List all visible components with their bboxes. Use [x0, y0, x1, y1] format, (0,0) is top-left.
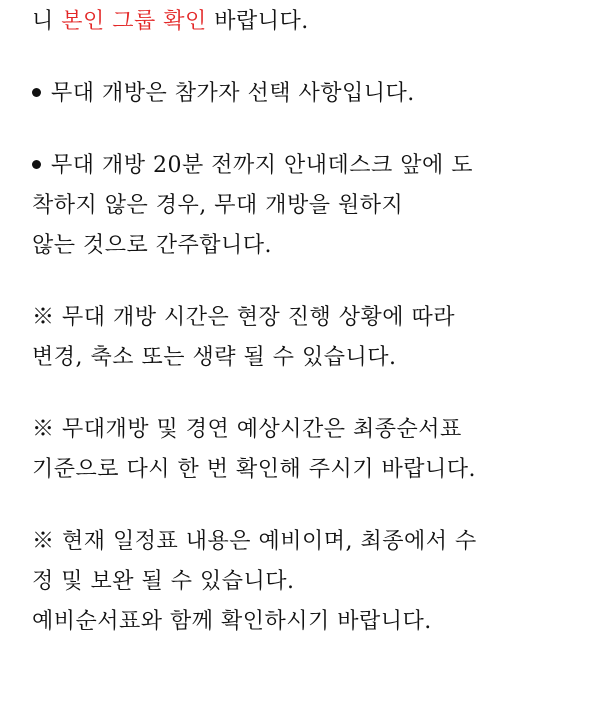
bullet-icon: [32, 88, 41, 97]
intro-suffix: 바랍니다.: [206, 9, 309, 34]
intro-prefix: 니: [32, 9, 62, 34]
note-final-order-line-2: 기준으로 다시 한 번 확인해 주시기 바랍니다.: [32, 457, 476, 482]
note-final-order: [32, 410, 577, 490]
notice-item-deadline-line-1: 무대 개방 20분 전까지 안내데스크 앞에 도: [51, 153, 473, 178]
intro-line: [32, 2, 577, 42]
notice-item-optional: [32, 74, 577, 114]
note-preliminary-line-2: 정 및 보완 될 수 있습니다.: [32, 569, 295, 594]
note-preliminary-line-1: ※ 현재 일정표 내용은 예비이며, 최종에서 수: [32, 529, 477, 554]
bullet-icon: [32, 160, 41, 169]
note-schedule-change-line-1: ※ 무대 개방 시간은 현장 진행 상황에 따라: [32, 305, 455, 330]
note-final-order-line-1: ※ 무대개방 및 경연 예상시간은 최종순서표: [32, 417, 462, 442]
notice-item-optional-text: 무대 개방은 참가자 선택 사항입니다.: [51, 81, 415, 106]
notice-document: [32, 0, 577, 642]
notice-item-deadline: [32, 146, 577, 266]
note-preliminary-line-3: 예비순서표와 함께 확인하시기 바랍니다.: [32, 609, 432, 634]
notice-item-deadline-line-2: 착하지 않은 경우, 무대 개방을 원하지: [32, 193, 404, 218]
notice-item-deadline-line-3: 않는 것으로 간주합니다.: [32, 233, 273, 258]
highlight-own-group: 본인 그룹 확인: [61, 9, 207, 34]
note-schedule-change: [32, 298, 577, 378]
note-preliminary: [32, 522, 577, 642]
note-schedule-change-line-2: 변경, 축소 또는 생략 될 수 있습니다.: [32, 345, 397, 370]
